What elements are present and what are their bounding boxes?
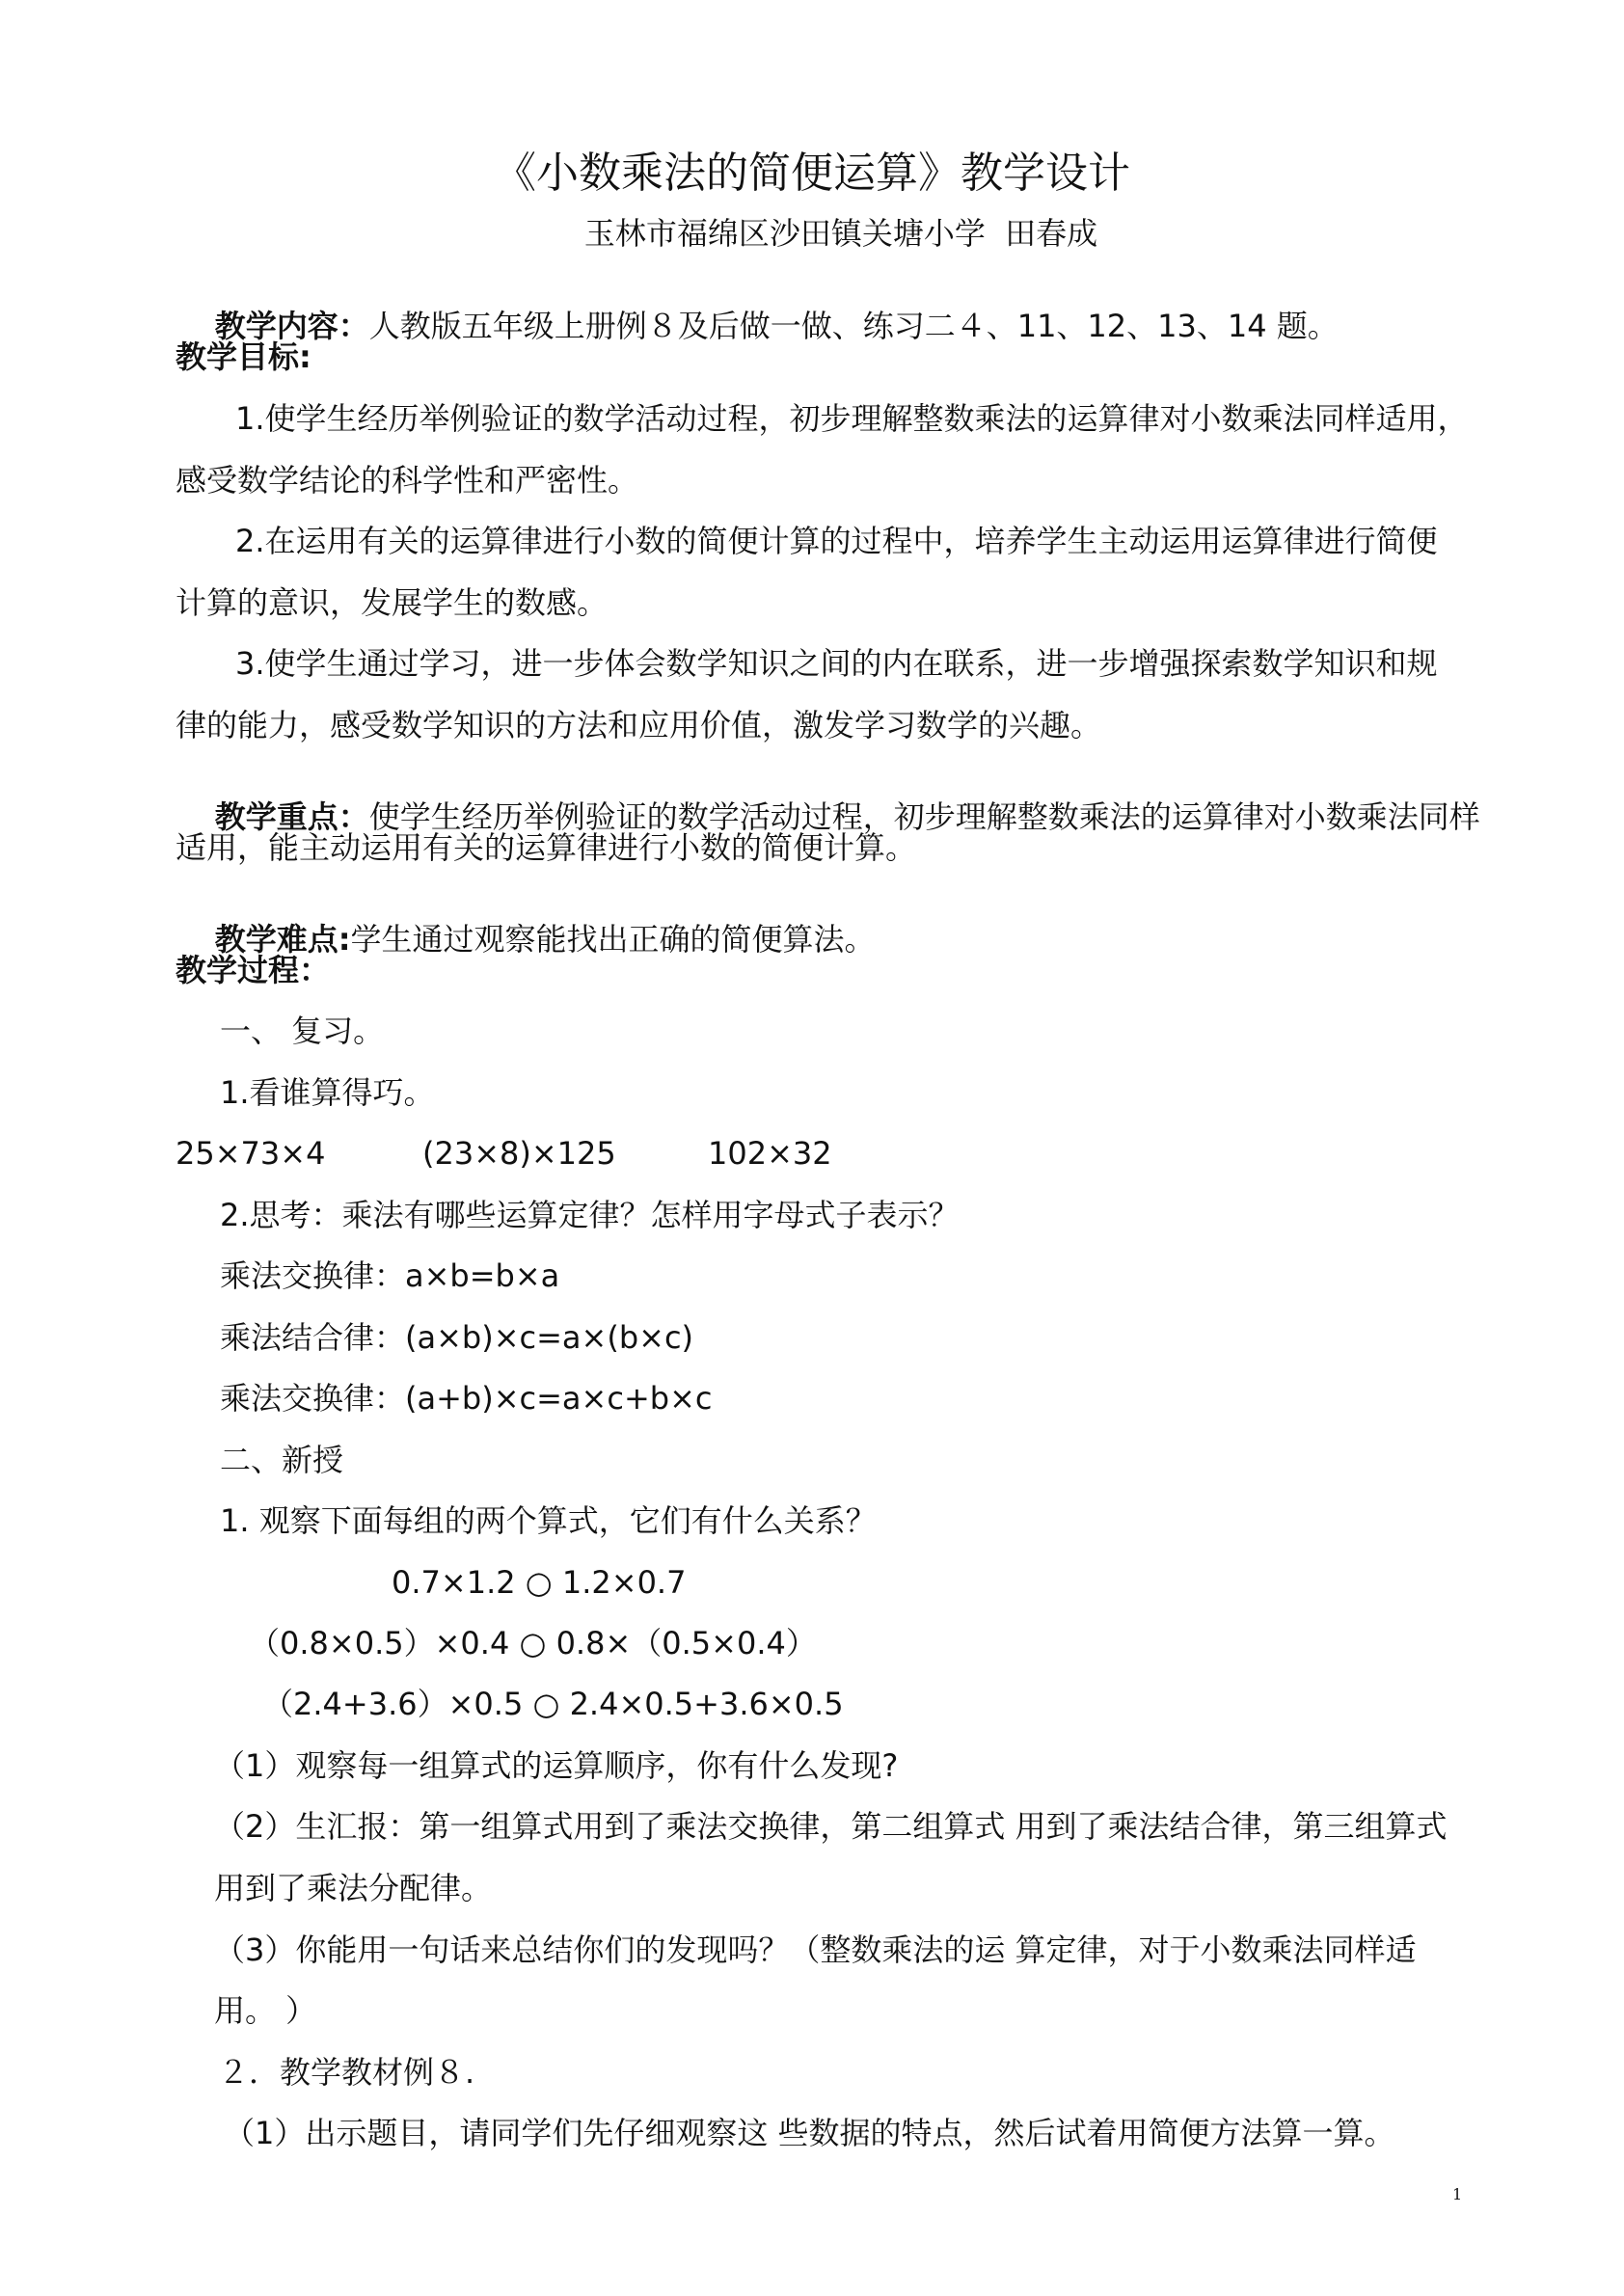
key-point-text: 使学生经历举例验证的数学活动过程，初步理解整数乘法的运算律对小数乘法同样: [368, 798, 1480, 835]
goal-3-line-2: 律的能力，感受数学知识的方法和应用价值，激发学习数学的兴趣。: [176, 707, 1102, 743]
process-label: 教学过程：: [176, 952, 331, 988]
section-review: 一、 复习。: [220, 1013, 385, 1049]
section-new-lesson: 二、新授: [220, 1442, 344, 1478]
law-associative: 乘法结合律：(a×b)×c=a×(b×c): [220, 1319, 694, 1356]
key-point-label: 教学重点：: [214, 798, 369, 835]
goal-2-line-2: 计算的意识，发展学生的数感。: [176, 584, 609, 621]
question-3-line-1: （3）你能用一句话来总结你们的发现吗？（整数乘法的运 算定律，对于小数乘法同样适: [214, 1931, 1417, 1968]
content-line: [176, 280, 1339, 375]
question-2-line-1: （2）生汇报：第一组算式用到了乘法交换律，第二组算式 用到了乘法结合律，第三组算式: [214, 1808, 1448, 1845]
goal-2-line-1: 2.在运用有关的运算律进行小数的简便计算的过程中，培养学生主动运用运算律进行简便: [235, 523, 1438, 559]
comparison-3: （2.4+3.6）×0.5 ○ 2.4×0.5+3.6×0.5: [262, 1686, 844, 1722]
page-number: 1: [1452, 2185, 1463, 2203]
question-2-line-2: 用到了乘法分配律。: [214, 1870, 493, 1906]
law-commutative: 乘法交换律：a×b=b×a: [220, 1257, 560, 1294]
doc-author: 玉林市福绵区沙田镇关塘小学 田春成: [583, 215, 1098, 252]
goals-label: 教学目标:: [176, 338, 311, 375]
new-lesson-item-2: ２．教学教材例８.: [218, 2054, 475, 2091]
question-1: （1）观察每一组算式的运算顺序，你有什么发现?: [214, 1747, 899, 1784]
new-lesson-item-1: 1. 观察下面每组的两个算式，它们有什么关系？: [220, 1502, 877, 1539]
comparison-2: （0.8×0.5）×0.4 ○ 0.8×（0.5×0.4）: [249, 1625, 817, 1661]
law-distributive: 乘法交换律：(a+b)×c=a×c+b×c: [220, 1380, 713, 1417]
expression-3: 102×32: [708, 1135, 832, 1172]
goal-1-line-2: 感受数学结论的科学性和严密性。: [176, 462, 639, 499]
question-3-line-2: 用。 ）: [214, 1992, 317, 2029]
comparison-1: 0.7×1.2 ○ 1.2×0.7: [392, 1564, 687, 1601]
expression-1: 25×73×4: [176, 1135, 326, 1172]
example-step-1: （1）出示题目，请同学们先仔细观察这 些数据的特点，然后试着用简便方法算一算。: [224, 2115, 1395, 2151]
expression-2: (23×8)×125: [422, 1135, 616, 1172]
goal-3-line-1: 3.使学生通过学习，进一步体会数学知识之间的内在联系，进一步增强探索数学知识和规: [235, 645, 1438, 682]
content-text: 人教版五年级上册例８及后做一做、练习二４、11、12、13、14 题。: [368, 308, 1339, 344]
difficulty-text: 学生通过观察能找出正确的简便算法。: [350, 921, 876, 958]
review-item-2: 2.思考：乘法有哪些运算定律？怎样用字母式子表示？: [220, 1197, 960, 1233]
difficulty-label: 教学难点:: [214, 921, 351, 958]
review-item-1: 1.看谁算得巧。: [220, 1074, 435, 1111]
doc-title: 《小数乘法的简便运算》教学设计: [494, 149, 1130, 198]
content-label: 教学内容：: [214, 308, 369, 344]
key-point-line-2: 适用，能主动运用有关的运算律进行小数的简便计算。: [176, 829, 917, 866]
goal-1-line-1: 1.使学生经历举例验证的数学活动过程，初步理解整数乘法的运算律对小数乘法同样适用，: [235, 400, 1469, 437]
